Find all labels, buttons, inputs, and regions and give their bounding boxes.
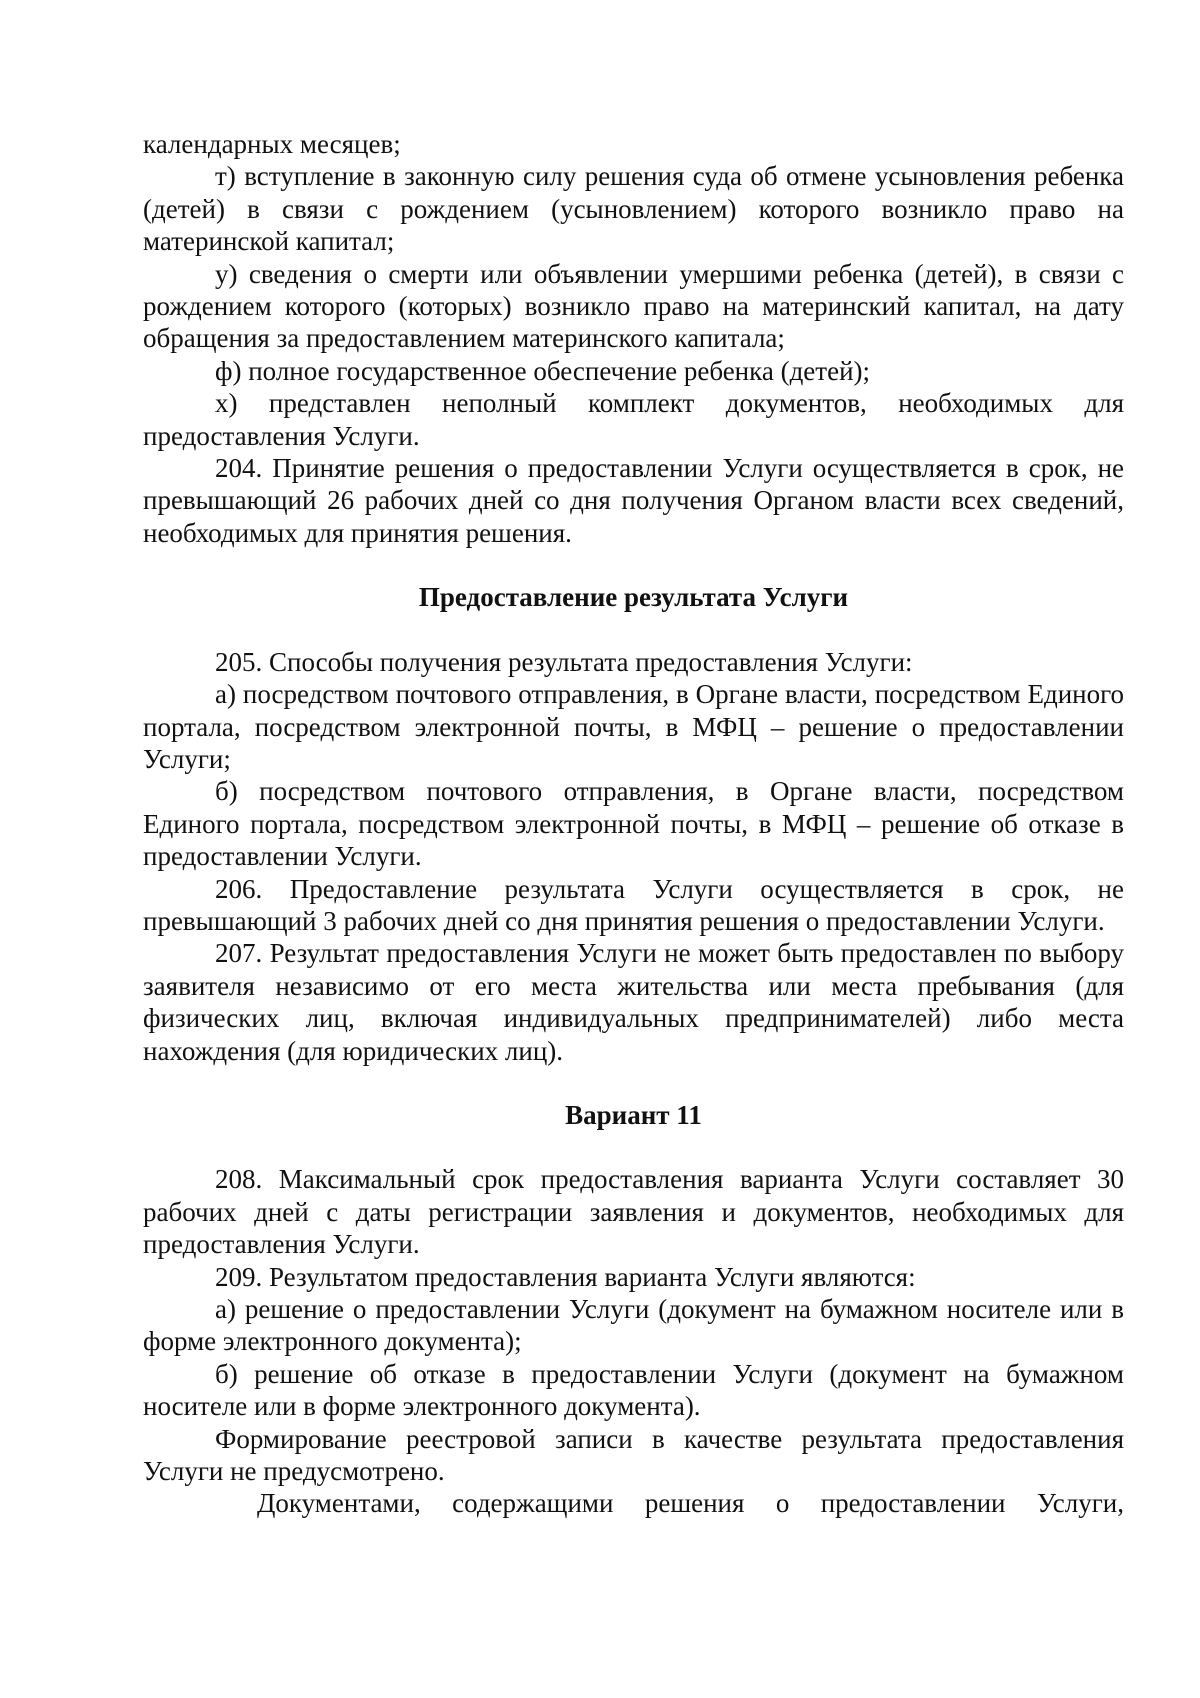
document-page xyxy=(143,128,1124,1520)
paragraph-204: 204. Принятие решения о предоставлении Услуги осуществляется в срок, не превышающий 26 рабочих дней со дня получения Органом власти всех сведений, необходимых для принятия решения. xyxy=(143,453,1124,548)
paragraph-registry-record: Формирование реестровой записи в качестве результата предоставления Услуги не предусмотрено. xyxy=(143,1423,1124,1487)
list-item-u: у) сведения о смерти или объявлении умершими ребенка (детей), в связи с рождением которого (которых) возникло право на материнский капитал, на дату обращения за предоставлением материнского капитала; xyxy=(143,258,1124,354)
list-item-b-209: б) решение об отказе в предоставлении Услуги (документ на бумажном носителе или в форме электронного документа). xyxy=(143,1358,1124,1422)
paragraph-207: 207. Результат предоставления Услуги не может быть предоставлен по выбору заявителя независимо от его места жительства или места пребывания (для физических лиц, включая индивидуальных предпринимателей) либо места нахождения (для юридических лиц). xyxy=(143,938,1124,1066)
list-item-b-205: б) посредством почтового отправления, в Органе власти, посредством Единого портала, посредством электронной почты, в МФЦ – решение об отказе в предоставлении Услуги. xyxy=(143,776,1124,872)
paragraph-continuation: календарных месяцев; xyxy=(143,129,401,159)
paragraph-208: 208. Максимальный срок предоставления варианта Услуги составляет 30 рабочих дней с даты регистрации заявления и документов, необходимых для предоставления Услуги. xyxy=(143,1164,1124,1260)
paragraph-documents-continued: Документами, содержащими решения о предоставлении Услуги, xyxy=(257,1488,1124,1519)
section-heading-result: Предоставление результата Услуги xyxy=(418,582,849,613)
spacer xyxy=(143,614,1124,646)
section-heading-variant-11: Вариант 11 xyxy=(565,1099,702,1130)
list-item-t: т) вступление в законную силу решения суда об отмене усыновления ребенка (детей) в связи с рождением (усыновлением) которого возникло право на материнской капитал; xyxy=(143,161,1124,257)
list-item-a-205: а) посредством почтового отправления, в Органе власти, посредством Единого портала, посредством электронной почты, в МФЦ – решение о предоставлении Услуги; xyxy=(143,679,1124,774)
spacer xyxy=(143,1131,1124,1163)
paragraph-205: 205. Способы получения результата предоставления Услуги: xyxy=(215,646,913,677)
list-item-a-209: а) решение о предоставлении Услуги (документ на бумажном носителе или в форме электронного документа); xyxy=(143,1294,1124,1357)
spacer xyxy=(143,1067,1124,1099)
paragraph-206: 206. Предоставление результата Услуги осуществляется в срок, не превышающий 3 рабочих дней со дня принятия решения о предоставлении Услуги. xyxy=(143,873,1124,936)
paragraph-209: 209. Результатом предоставления варианта Услуги являются: xyxy=(215,1261,916,1292)
list-item-f: ф) полное государственное обеспечение ребенка (детей); xyxy=(215,355,871,386)
spacer xyxy=(143,549,1124,581)
list-item-h: х) представлен неполный комплект документов, необходимых для предоставления Услуги. xyxy=(143,388,1124,451)
